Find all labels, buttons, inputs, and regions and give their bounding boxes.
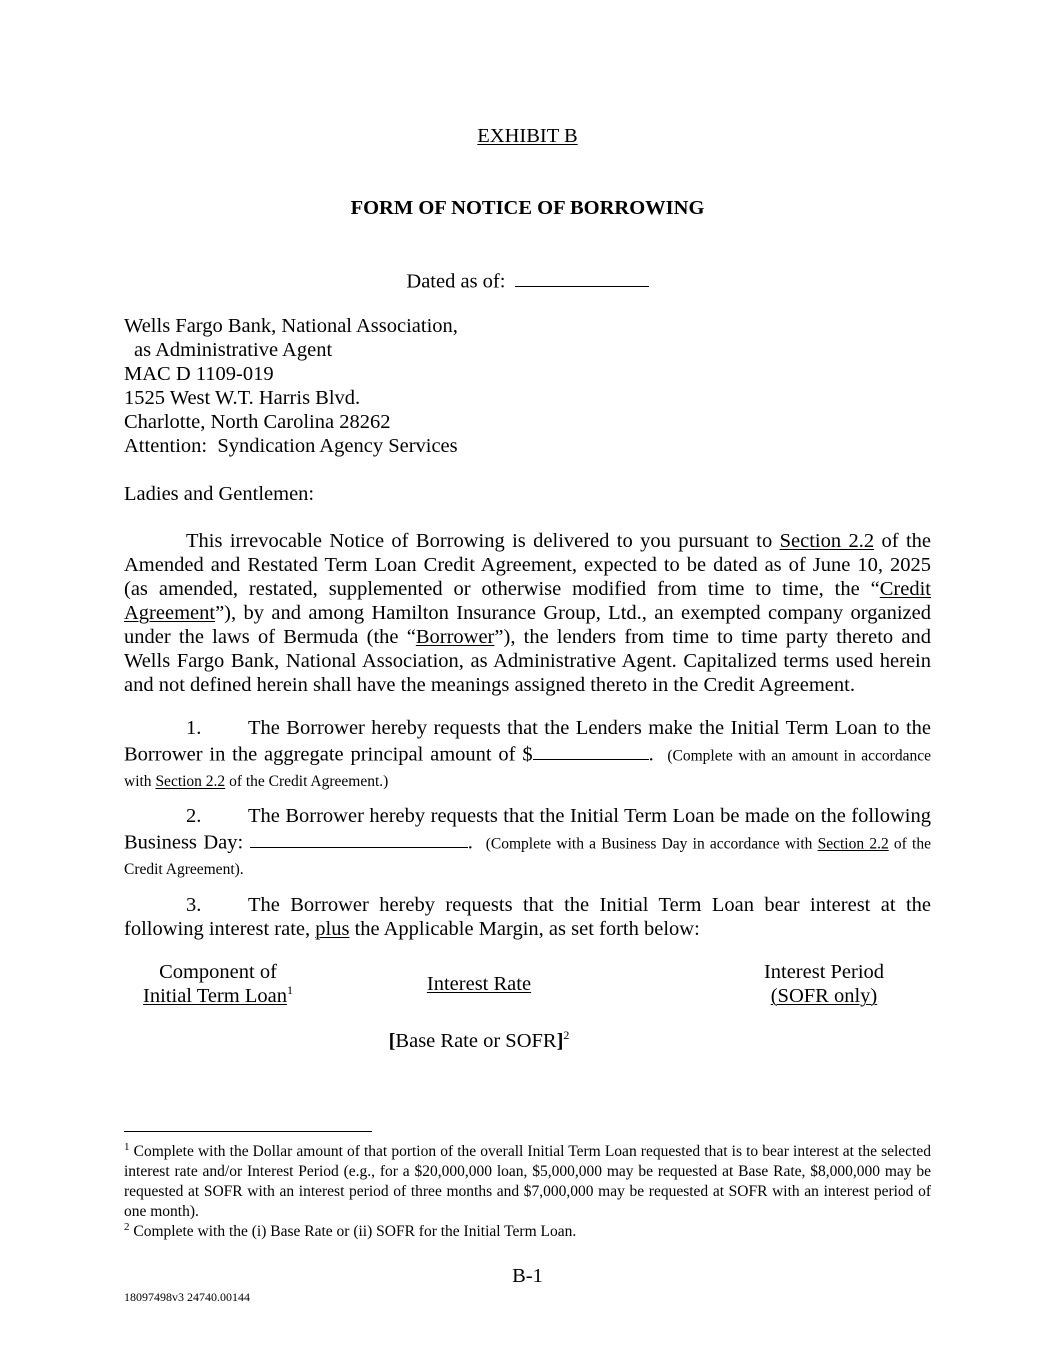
dated-label: Dated as of: [406,270,506,293]
item-text: . [648,743,654,766]
address-line: 1525 West W.T. Harris Blvd. [124,387,361,409]
defined-term-borrower: Borrower [415,626,495,648]
item-note: of the Credit Agreement). [124,835,931,879]
footnote-mark: 1 [124,1140,130,1153]
column-header-line: Component of [159,961,277,983]
item-2-paragraph [124,804,931,882]
intro-text: ”), by and among Hamilton Insurance Group, Ltd., an exempted company organized under the laws of Bermuda (the “ [124,602,931,648]
defined-term-credit-agreement: Credit Agreement [124,578,931,624]
footnote-text: Complete with the (i) Base Rate or (ii) SOFR for the Initial Term Loan. [129,1223,577,1240]
document-id: 18097498v3 24740.00144 [124,1290,250,1304]
item-note: of the Credit Agreement.) [225,773,389,791]
address-line: MAC D 1109-019 [124,363,274,385]
item-3-paragraph [124,893,931,941]
footnote-ref: 1 [286,983,293,998]
emphasis-plus: plus [315,918,350,940]
item-note: (Complete with an amount in accordance with [124,747,931,791]
column-header-line: (SOFR only) [770,985,878,1007]
column-header-line: Initial Term Loan [143,985,287,1007]
item-text: the Applicable Margin, as set forth below: [349,918,700,940]
page-number: B-1 [512,1265,543,1287]
column-header-component [120,960,316,1008]
address-line: Charlotte, North Carolina 28262 [124,411,391,433]
address-block [124,314,458,458]
column-header-line: Interest Period [763,961,885,983]
business-day-blank [250,828,468,848]
address-line: Wells Fargo Bank, National Association, [124,315,458,337]
item-text: . [467,831,473,854]
footnote-1 [124,1142,931,1222]
intro-text: of the Amended and Restated Term Loan Credit Agreement, expected to be dated as of June 10, 2025 (as amended, restated, supplemented or otherwise modified from time to time, the “ [124,530,931,600]
column-header-line: Interest Rate [426,973,532,995]
amount-blank [533,740,649,760]
item-text: The Borrower hereby requests that the Initial Term Loan be made on the following Business Day: [124,805,931,854]
item-text: The Borrower hereby requests that the Lenders make the Initial Term Loan to the Borrower in the aggregate principal amount of $ [124,717,931,766]
footnote-2 [124,1222,931,1242]
footnote-ref: 2 [563,1028,570,1043]
item-text: The Borrower hereby requests that the Initial Term Loan bear interest at the following interest rate, [124,894,931,940]
footnote-mark: 2 [124,1220,130,1233]
exhibit-title: EXHIBIT B [477,125,578,147]
intro-text: ”), the lenders from time to time party thereto and Wells Fargo Bank, National Association, as Administrative Agent. Capitalized terms used herein and not defined herein shall have the meanings assigned thereto in the Credit Agreement. [124,626,931,696]
column-header-interest-rate [380,972,578,996]
item-number: 2. [186,805,202,827]
address-line: Attention: Syndication Agency Services [124,435,458,457]
intro-text: This irrevocable Notice of Borrowing is delivered to you pursuant to [186,530,780,552]
form-title: FORM OF NOTICE OF BORROWING [350,197,705,219]
bracket: [ [388,1030,396,1052]
item-note: (Complete with a Business Day in accordance with [485,835,818,853]
footnote-text: Complete with the Dollar amount of that portion of the overall Initial Term Loan requested that is to bear interest at the selected interest rate and/or Interest Period (e.g., for a $20,000,000 loan, $5,000,000 may be requested at Base Rate, $8,000,000 may be requested at SOFR with an interest period of three months and $7,000,000 may be requested at SOFR with an interest period of one month). [124,1143,931,1220]
address-line: as Administrative Agent [134,339,333,361]
item-number: 1. [186,717,202,739]
interest-rate-choice [350,1029,608,1053]
item-1-paragraph [124,716,931,794]
salutation: Ladies and Gentlemen: [124,483,315,505]
dated-line [0,267,1055,293]
section-reference: Section 2.2 [817,835,889,853]
intro-paragraph [124,529,931,697]
column-header-interest-period [724,960,924,1008]
date-blank [515,267,649,287]
rate-option-text: Base Rate or SOFR [395,1030,557,1052]
item-number: 3. [186,894,202,916]
section-reference: Section 2.2 [779,530,875,552]
bracket: ] [556,1030,564,1052]
footnote-separator [124,1131,372,1132]
section-reference: Section 2.2 [155,773,226,791]
